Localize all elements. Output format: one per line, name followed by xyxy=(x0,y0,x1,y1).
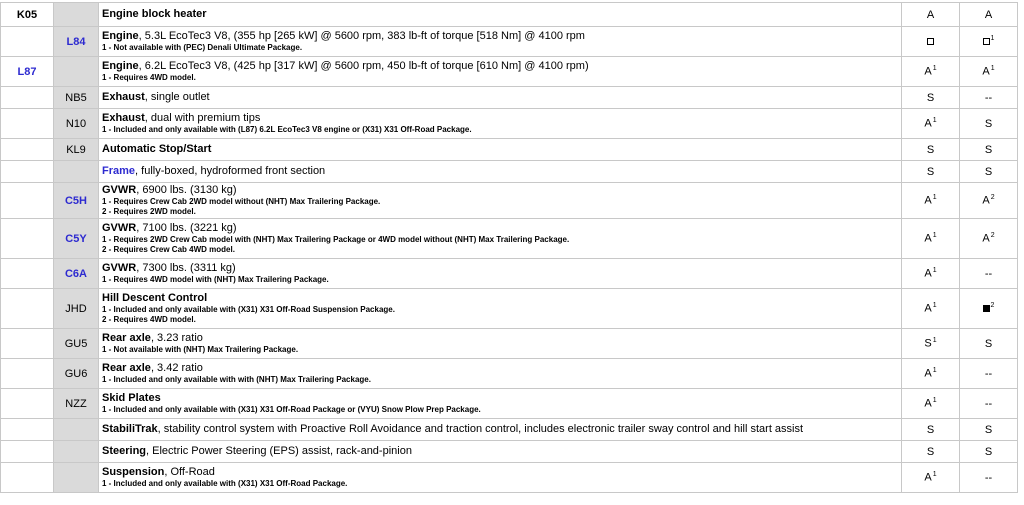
description-title: Engine xyxy=(102,30,139,42)
availability-col-1 xyxy=(902,289,960,329)
description-heading xyxy=(102,165,901,178)
option-code-primary xyxy=(1,183,54,219)
table-row xyxy=(1,87,1018,109)
availability-code: -- xyxy=(984,471,993,484)
availability-value xyxy=(924,267,936,280)
footnote-marker: 1 xyxy=(932,302,937,310)
option-code-secondary xyxy=(54,161,99,183)
option-code-text[interactable]: L87 xyxy=(17,65,37,78)
availability-code: S xyxy=(926,165,935,178)
footnote-marker: 1 xyxy=(990,65,995,73)
option-code-text: GU5 xyxy=(64,337,88,350)
footnote-marker: 2 xyxy=(990,232,995,240)
option-description xyxy=(99,57,902,87)
footnote-marker: 1 xyxy=(932,267,937,275)
option-code-secondary xyxy=(54,389,99,419)
footnote: 1 - Included and only available with with (NHT) Max Trailering Package. xyxy=(102,375,371,384)
availability-code: -- xyxy=(984,397,993,410)
description-title: GVWR xyxy=(102,184,137,196)
option-code-text: KL9 xyxy=(66,143,86,156)
availability-code: A xyxy=(924,194,932,207)
availability-col-2 xyxy=(960,219,1018,259)
availability-col-1 xyxy=(902,419,960,441)
description-title: StabiliTrak xyxy=(102,423,158,435)
description-title: Engine block heater xyxy=(102,8,207,20)
option-description xyxy=(99,3,902,27)
description-title: Suspension xyxy=(102,466,165,478)
availability-value xyxy=(985,446,992,458)
availability-value xyxy=(985,9,992,21)
option-code-text: GU6 xyxy=(64,367,88,380)
option-code-secondary xyxy=(54,441,99,463)
availability-code: -- xyxy=(984,367,993,380)
availability-col-1 xyxy=(902,359,960,389)
availability-code: S xyxy=(984,423,993,436)
option-code-text: N10 xyxy=(65,117,87,130)
availability-value xyxy=(985,144,992,156)
availability-code: A xyxy=(924,302,932,315)
description-heading xyxy=(102,262,901,275)
footnote-marker: 1 xyxy=(932,117,937,125)
availability-col-2 xyxy=(960,3,1018,27)
options-table-body xyxy=(1,3,1018,493)
option-code-primary xyxy=(1,289,54,329)
availability-value xyxy=(983,35,995,48)
option-code-secondary[interactable] xyxy=(54,183,99,219)
availability-value xyxy=(985,368,992,380)
option-code-primary xyxy=(1,359,54,389)
availability-col-1 xyxy=(902,329,960,359)
table-row xyxy=(1,219,1018,259)
availability-code: -- xyxy=(984,267,993,280)
option-code-text: NB5 xyxy=(65,91,87,104)
availability-code: S xyxy=(926,91,935,104)
footnote-marker: 1 xyxy=(932,397,937,405)
description-detail: , single outlet xyxy=(144,91,210,103)
availability-value xyxy=(924,337,936,350)
table-row xyxy=(1,139,1018,161)
option-code-primary xyxy=(1,441,54,463)
availability-col-1 xyxy=(902,161,960,183)
option-code-secondary xyxy=(54,463,99,493)
availability-col-2 xyxy=(960,109,1018,139)
availability-col-1 xyxy=(902,389,960,419)
table-row xyxy=(1,389,1018,419)
description-title: GVWR xyxy=(102,262,137,274)
description-heading xyxy=(102,466,901,479)
availability-value xyxy=(927,424,934,436)
table-row xyxy=(1,109,1018,139)
option-code-text[interactable]: C5Y xyxy=(65,232,87,245)
table-row xyxy=(1,441,1018,463)
availability-code: A xyxy=(984,8,993,21)
footnote: 1 - Requires 4WD model. xyxy=(102,73,196,82)
availability-col-1 xyxy=(902,219,960,259)
option-code-text[interactable]: C6A xyxy=(64,267,87,280)
availability-value xyxy=(982,194,994,207)
availability-col-1 xyxy=(902,109,960,139)
description-heading xyxy=(102,143,901,156)
option-description xyxy=(99,161,902,183)
availability-value xyxy=(927,446,934,458)
option-code-secondary xyxy=(54,289,99,329)
option-code-secondary xyxy=(54,57,99,87)
option-code-secondary[interactable] xyxy=(54,219,99,259)
availability-code: A xyxy=(982,194,990,207)
description-detail: , fully-boxed, hydroformed front section xyxy=(135,165,326,177)
footnote-marker: 1 xyxy=(932,367,937,375)
availability-col-1 xyxy=(902,87,960,109)
availability-value xyxy=(924,397,936,410)
option-code-text: JHD xyxy=(65,302,87,315)
description-detail: , 3.42 ratio xyxy=(150,362,203,374)
option-code-secondary xyxy=(54,329,99,359)
availability-value xyxy=(985,424,992,436)
description-heading xyxy=(102,184,901,197)
option-code-secondary xyxy=(54,359,99,389)
description-detail: , Electric Power Steering (EPS) assist, rack-and-pinion xyxy=(146,445,412,457)
availability-col-2 xyxy=(960,419,1018,441)
option-description xyxy=(99,419,902,441)
availability-value xyxy=(924,367,936,380)
option-code-primary xyxy=(1,139,54,161)
footnote: 2 - Requires 2WD model. xyxy=(102,207,196,216)
availability-code: S xyxy=(984,165,993,178)
option-code-text[interactable]: L84 xyxy=(66,35,86,48)
availability-value xyxy=(985,166,992,178)
option-code-primary xyxy=(1,329,54,359)
description-title: Steering xyxy=(102,445,147,457)
option-description xyxy=(99,359,902,389)
availability-value xyxy=(927,9,934,21)
footnote: 1 - Requires 2WD Crew Cab model with (NHT) Max Trailering Package or 4WD model without (NHT) Max Trailering Package. xyxy=(102,235,570,244)
availability-col-1 xyxy=(902,441,960,463)
option-code-secondary xyxy=(54,87,99,109)
description-title: Rear axle xyxy=(102,362,151,374)
availability-value xyxy=(924,194,936,207)
description-title: Automatic Stop/Start xyxy=(102,143,212,155)
description-heading xyxy=(102,362,901,375)
table-row xyxy=(1,57,1018,87)
option-code-text[interactable]: C5H xyxy=(64,194,87,207)
availability-col-2 xyxy=(960,139,1018,161)
option-description xyxy=(99,109,902,139)
availability-value xyxy=(924,232,936,245)
option-code-text: K05 xyxy=(16,8,38,21)
option-description xyxy=(99,27,902,57)
footnote-marker: 1 xyxy=(932,337,937,345)
option-code-secondary[interactable] xyxy=(54,259,99,289)
option-code-text: NZZ xyxy=(65,397,87,410)
footnote-marker: 1 xyxy=(932,194,937,202)
availability-col-2 xyxy=(960,441,1018,463)
table-row xyxy=(1,359,1018,389)
footnote-marker: 1 xyxy=(932,232,937,240)
availability-col-1 xyxy=(902,27,960,57)
availability-value xyxy=(985,268,992,280)
table-row xyxy=(1,259,1018,289)
availability-code: S xyxy=(984,445,993,458)
description-detail: , 5.3L EcoTec3 V8, (355 hp [265 kW] @ 5600 rpm, 383 lb-ft of torque [518 Nm] @ 4100 rpm xyxy=(138,30,585,42)
footnote: 1 - Requires 4WD model with (NHT) Max Trailering Package. xyxy=(102,275,329,284)
footnote: 1 - Included and only available with (X31) X31 Off-Road Package or (VYU) Snow Plow Prep Package. xyxy=(102,405,481,414)
open-box-icon xyxy=(983,38,990,45)
availability-col-1 xyxy=(902,139,960,161)
option-code-primary xyxy=(1,419,54,441)
availability-value xyxy=(927,36,934,48)
option-code-primary xyxy=(1,27,54,57)
availability-col-2 xyxy=(960,87,1018,109)
option-description xyxy=(99,87,902,109)
description-detail: , dual with premium tips xyxy=(144,112,261,124)
table-row xyxy=(1,329,1018,359)
description-detail: , stability control system with Proactive Roll Avoidance and traction control, includes electronic trailer sway control and hill start assist xyxy=(157,423,804,435)
availability-col-2 xyxy=(960,359,1018,389)
availability-code: A xyxy=(924,65,932,78)
option-code-primary xyxy=(1,3,54,27)
availability-col-1 xyxy=(902,259,960,289)
availability-value xyxy=(985,472,992,484)
availability-value xyxy=(985,338,992,350)
description-heading xyxy=(102,392,901,405)
availability-code: A xyxy=(924,471,932,484)
options-table xyxy=(0,2,1018,493)
footnote-marker: 2 xyxy=(990,194,995,202)
footnote: 1 - Included and only available with (L87) 6.2L EcoTec3 V8 engine or (X31) X31 Off-Road Package. xyxy=(102,125,472,134)
footnote: 1 - Not available with (PEC) Denali Ultimate Package. xyxy=(102,43,303,52)
footnote: 2 - Requires Crew Cab 4WD model. xyxy=(102,245,235,254)
availability-col-2 xyxy=(960,183,1018,219)
table-row xyxy=(1,419,1018,441)
availability-value xyxy=(924,471,936,484)
description-title: Exhaust xyxy=(102,91,145,103)
availability-code: A xyxy=(924,367,932,380)
availability-code: S xyxy=(984,337,993,350)
availability-value xyxy=(982,232,994,245)
table-row xyxy=(1,27,1018,57)
option-description xyxy=(99,463,902,493)
availability-value xyxy=(985,118,992,130)
availability-code: A xyxy=(924,117,932,130)
footnote-marker: 2 xyxy=(990,302,995,310)
description-title-link[interactable]: Frame xyxy=(102,165,136,177)
option-code-secondary xyxy=(54,109,99,139)
availability-col-2 xyxy=(960,329,1018,359)
description-title: Exhaust xyxy=(102,112,145,124)
option-code-secondary xyxy=(54,139,99,161)
description-detail: , 7100 lbs. (3221 kg) xyxy=(136,222,237,234)
description-heading xyxy=(102,292,901,305)
option-description xyxy=(99,183,902,219)
availability-value xyxy=(924,302,936,315)
availability-col-2 xyxy=(960,57,1018,87)
option-description xyxy=(99,441,902,463)
option-description xyxy=(99,389,902,419)
description-title: Skid Plates xyxy=(102,392,161,404)
description-detail: , Off-Road xyxy=(164,466,215,478)
availability-value xyxy=(983,302,995,315)
option-code-primary xyxy=(1,463,54,493)
description-title: GVWR xyxy=(102,222,137,234)
availability-code: A xyxy=(982,232,990,245)
footnote: 2 - Requires 4WD model. xyxy=(102,315,196,324)
option-description xyxy=(99,259,902,289)
option-description xyxy=(99,139,902,161)
availability-code: A xyxy=(924,397,932,410)
availability-code: S xyxy=(926,143,935,156)
availability-code: A xyxy=(982,65,990,78)
filled-box-icon xyxy=(983,305,990,312)
table-row xyxy=(1,463,1018,493)
description-heading xyxy=(102,60,901,73)
description-detail: , 7300 lbs. (3311 kg) xyxy=(136,262,236,274)
table-row xyxy=(1,289,1018,329)
option-code-primary xyxy=(1,161,54,183)
availability-value xyxy=(982,65,994,78)
availability-code: A xyxy=(924,267,932,280)
availability-value xyxy=(927,92,934,104)
option-description xyxy=(99,219,902,259)
availability-value xyxy=(927,166,934,178)
description-heading xyxy=(102,445,901,458)
availability-col-2 xyxy=(960,389,1018,419)
availability-code: S xyxy=(984,117,993,130)
footnote: 1 - Not available with (NHT) Max Trailering Package. xyxy=(102,345,299,354)
availability-code: A xyxy=(926,8,935,21)
table-row xyxy=(1,3,1018,27)
option-description xyxy=(99,289,902,329)
footnote-marker: 1 xyxy=(990,35,995,43)
option-code-primary xyxy=(1,259,54,289)
table-row xyxy=(1,161,1018,183)
description-heading xyxy=(102,8,901,21)
option-code-primary[interactable] xyxy=(1,57,54,87)
availability-col-2 xyxy=(960,289,1018,329)
availability-col-2 xyxy=(960,27,1018,57)
availability-col-2 xyxy=(960,259,1018,289)
option-code-primary xyxy=(1,219,54,259)
footnote: 1 - Included and only available with (X31) X31 Off-Road Package. xyxy=(102,479,348,488)
description-heading xyxy=(102,332,901,345)
availability-col-2 xyxy=(960,161,1018,183)
availability-value xyxy=(985,92,992,104)
description-heading xyxy=(102,222,901,235)
availability-col-1 xyxy=(902,57,960,87)
availability-value xyxy=(924,117,936,130)
table-row xyxy=(1,183,1018,219)
availability-code: A xyxy=(924,232,932,245)
description-detail: , 6900 lbs. (3130 kg) xyxy=(136,184,237,196)
availability-col-2 xyxy=(960,463,1018,493)
footnote: 1 - Requires Crew Cab 2WD model without (NHT) Max Trailering Package. xyxy=(102,197,381,206)
description-heading xyxy=(102,112,901,125)
availability-code: S xyxy=(926,423,935,436)
description-detail: , 6.2L EcoTec3 V8, (425 hp [317 kW] @ 5600 rpm, 450 lb-ft of torque [610 Nm] @ 4100 rpm) xyxy=(138,60,589,72)
description-title: Engine xyxy=(102,60,139,72)
availability-value xyxy=(927,144,934,156)
footnote-marker: 1 xyxy=(932,65,937,73)
option-code-secondary[interactable] xyxy=(54,27,99,57)
footnote-marker: 1 xyxy=(932,471,937,479)
description-heading xyxy=(102,91,901,104)
availability-code: S xyxy=(926,445,935,458)
description-title: Rear axle xyxy=(102,332,151,344)
option-code-secondary xyxy=(54,419,99,441)
availability-col-1 xyxy=(902,3,960,27)
description-title: Hill Descent Control xyxy=(102,292,208,304)
description-heading xyxy=(102,30,901,43)
option-code-primary xyxy=(1,87,54,109)
option-description xyxy=(99,329,902,359)
availability-col-1 xyxy=(902,183,960,219)
availability-value xyxy=(924,65,936,78)
open-box-icon xyxy=(927,38,934,45)
description-detail: , 3.23 ratio xyxy=(150,332,203,344)
description-heading xyxy=(102,423,901,436)
availability-code: -- xyxy=(984,91,993,104)
availability-value xyxy=(985,398,992,410)
availability-code: S xyxy=(924,337,932,350)
option-code-primary xyxy=(1,109,54,139)
option-code-primary xyxy=(1,389,54,419)
availability-col-1 xyxy=(902,463,960,493)
availability-code: S xyxy=(984,143,993,156)
option-code-secondary xyxy=(54,3,99,27)
footnote: 1 - Included and only available with (X31) X31 Off-Road Suspension Package. xyxy=(102,305,395,314)
